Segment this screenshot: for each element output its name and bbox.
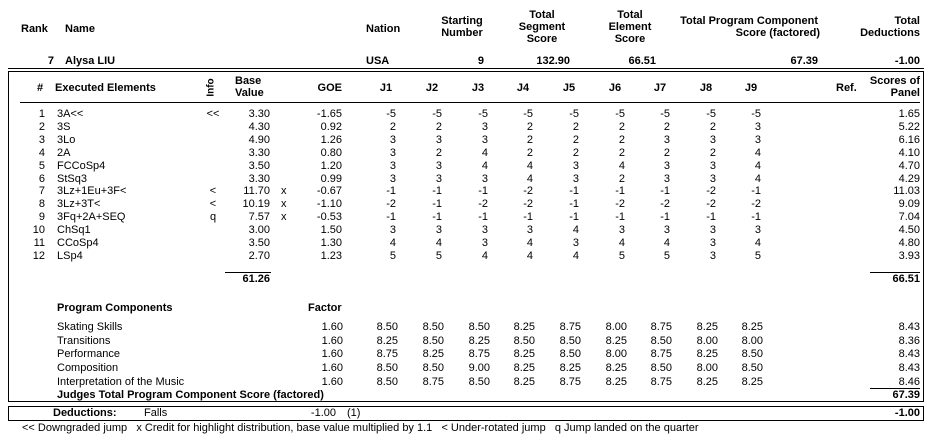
element-num: 11 [33, 237, 45, 249]
element-judge-mark: 3 [709, 133, 716, 146]
component-judge-mark: 8.50 [468, 321, 490, 333]
element-judge-mark: 2 [618, 120, 625, 133]
element-judge-mark: -5 [569, 108, 579, 120]
element-name: 2A [57, 146, 71, 159]
component-judge-mark: 8.25 [513, 321, 535, 333]
component-score: 8.43 [898, 321, 920, 333]
component-name: Transitions [57, 334, 111, 347]
element-name: 3Fq+2A+SEQ [57, 211, 126, 224]
component-judge-mark: 8.75 [650, 375, 672, 388]
component-judge-mark: 8.00 [741, 334, 763, 347]
element-judge-mark: 4 [618, 237, 625, 249]
header-deductions-1: Total [894, 15, 920, 27]
element-judge-mark: -2 [660, 198, 670, 211]
element-judge-mark: -5 [432, 108, 442, 120]
component-judge-mark: 8.75 [650, 348, 672, 361]
element-judge-mark: 3 [709, 172, 716, 185]
element-judge-mark: 3 [709, 159, 716, 172]
component-judge-mark: 8.25 [422, 348, 444, 361]
element-judge-mark: 4 [618, 159, 625, 172]
element-name: CCoSp4 [57, 237, 99, 249]
component-score: 8.43 [898, 362, 920, 375]
header-deductions-2: Deductions [860, 27, 920, 39]
element-judge-mark: 3 [754, 133, 761, 146]
element-score: 3.93 [898, 249, 920, 262]
legend: << Downgraded jump x Credit for highlight distribution, base value multiplied by 1.1 < Under-rotated jump q Jump landed on the quarter [22, 422, 699, 434]
element-judge-mark: 4 [754, 159, 761, 172]
element-judge-mark: 3 [663, 172, 670, 185]
element-judge-mark: -5 [751, 108, 761, 120]
element-score: 4.10 [898, 146, 920, 159]
element-judge-mark: 5 [754, 249, 761, 262]
component-judge-mark: 8.25 [513, 348, 535, 361]
component-judge-mark: 8.25 [696, 348, 718, 361]
element-name: 3S [57, 120, 71, 133]
judge-header: J5 [562, 82, 576, 94]
component-judge-mark: 8.50 [422, 321, 444, 333]
element-judge-mark: 3 [526, 224, 533, 237]
element-name: 3Lz+3T< [57, 198, 101, 211]
element-base: 3.30 [248, 146, 270, 159]
element-base: 3.50 [248, 159, 270, 172]
pc-header-factor: Factor [308, 302, 342, 314]
element-judge-mark: 4 [526, 159, 533, 172]
skater-rank: 7 [47, 55, 54, 67]
component-name: Performance [57, 348, 120, 361]
element-judge-mark: 2 [663, 146, 670, 159]
element-judge-mark: 2 [389, 120, 396, 133]
element-judge-mark: -1 [523, 211, 533, 224]
element-judge-mark: 2 [526, 146, 533, 159]
skater-tss: 132.90 [536, 55, 570, 67]
element-judge-mark: 2 [618, 133, 625, 146]
component-judge-mark: 8.50 [376, 362, 398, 375]
element-name: 3A<< [57, 108, 84, 120]
header-name: Name [65, 23, 95, 35]
component-judge-mark: 8.25 [741, 375, 763, 388]
component-factor: 1.60 [321, 362, 343, 375]
element-base: 4.30 [248, 120, 270, 133]
element-num: 10 [32, 224, 45, 237]
judge-header: J3 [471, 82, 485, 94]
element-goe: 1.30 [320, 237, 342, 249]
element-info: << [206, 108, 220, 120]
element-judge-mark: -1 [432, 185, 442, 198]
element-judge-mark: -2 [751, 198, 761, 211]
deductions-type: Falls [144, 407, 168, 419]
header-starting-number-1: Starting [441, 15, 483, 27]
element-bonus-x: x [281, 211, 287, 224]
element-score: 11.03 [893, 185, 920, 198]
deductions-label: Deductions: [53, 407, 117, 419]
judge-header: J1 [379, 82, 393, 94]
element-score: 4.80 [898, 237, 920, 249]
element-goe: 0.92 [320, 120, 342, 133]
element-base: 11.70 [243, 185, 270, 198]
judge-header: J7 [653, 82, 667, 94]
element-judge-mark: 2 [435, 146, 442, 159]
element-goe: -0.67 [316, 185, 342, 198]
element-judge-mark: -5 [660, 108, 670, 120]
element-judge-mark: -1 [432, 211, 442, 224]
element-judge-mark: 5 [663, 249, 670, 262]
judges-pcs-label: Judges Total Program Component Score (factored) [57, 389, 324, 401]
element-judge-mark: -1 [386, 185, 396, 198]
component-judge-mark: 8.25 [605, 375, 627, 388]
element-judge-mark: 4 [526, 237, 533, 249]
component-judge-mark: 8.50 [468, 375, 490, 388]
elements-header-num: # [37, 82, 44, 94]
skater-tes: 66.51 [628, 55, 656, 67]
element-judge-mark: -1 [615, 185, 625, 198]
element-judge-mark: 3 [709, 224, 716, 237]
component-judge-mark: 8.50 [650, 362, 672, 375]
element-judge-mark: 5 [618, 249, 625, 262]
element-judge-mark: 3 [481, 237, 488, 249]
pc-header-label: Program Components [57, 302, 173, 314]
component-name: Skating Skills [57, 321, 123, 333]
judge-header: J4 [516, 82, 530, 94]
component-judge-mark: 8.50 [559, 348, 581, 361]
component-judge-mark: 8.50 [650, 334, 672, 347]
header-tes-3: Score [614, 33, 646, 45]
component-judge-mark: 8.25 [376, 334, 398, 347]
element-info: < [209, 198, 217, 211]
component-judge-mark: 8.25 [468, 334, 490, 347]
element-score: 7.04 [898, 211, 920, 224]
judge-header: J6 [608, 82, 622, 94]
element-goe: 1.20 [320, 159, 342, 172]
element-judge-mark: 4 [754, 237, 761, 249]
component-judge-mark: 9.00 [468, 362, 490, 375]
component-judge-mark: 8.50 [422, 334, 444, 347]
component-judge-mark: 8.50 [376, 375, 398, 388]
element-judge-mark: -1 [569, 211, 579, 224]
element-judge-mark: -1 [751, 185, 761, 198]
element-judge-mark: -1 [569, 185, 579, 198]
element-judge-mark: -5 [523, 108, 533, 120]
component-judge-mark: 8.75 [559, 321, 581, 333]
elements-header-executed: Executed Elements [55, 82, 156, 94]
component-judge-mark: 8.25 [513, 362, 535, 375]
header-tss-1: Total [529, 9, 555, 21]
component-judge-mark: 8.75 [376, 348, 398, 361]
element-judge-mark: -1 [569, 198, 579, 211]
element-judge-mark: 4 [526, 172, 533, 185]
element-judge-mark: 3 [481, 172, 488, 185]
element-score: 5.22 [898, 120, 920, 133]
summary-underline [8, 68, 924, 69]
element-judge-mark: 2 [618, 172, 625, 185]
element-judge-mark: -1 [706, 211, 716, 224]
component-name: Composition [57, 362, 119, 375]
component-score: 8.36 [898, 334, 920, 347]
element-bonus-x: x [281, 198, 287, 211]
element-judge-mark: 3 [663, 224, 670, 237]
element-base: 3.00 [248, 224, 270, 237]
element-judge-mark: 2 [526, 133, 533, 146]
element-goe: 0.99 [320, 172, 342, 185]
element-goe: 0.80 [320, 146, 342, 159]
element-judge-mark: 4 [435, 237, 442, 249]
component-judge-mark: 8.50 [741, 348, 763, 361]
element-info: < [209, 185, 217, 198]
deductions-value: -1.00 [310, 407, 336, 419]
component-judge-mark: 8.00 [696, 334, 718, 347]
component-judge-mark: 8.00 [605, 321, 627, 333]
element-base: 3.30 [248, 172, 270, 185]
element-info: q [209, 211, 217, 224]
base-total: 61.26 [242, 273, 270, 285]
component-judge-mark: 8.50 [513, 334, 535, 347]
header-starting-number-2: Number [441, 27, 483, 39]
element-judge-mark: 2 [526, 120, 533, 133]
element-goe: 1.26 [320, 133, 342, 146]
component-judge-mark: 8.75 [468, 348, 490, 361]
header-pcs-2: Score (factored) [735, 27, 820, 39]
element-num: 1 [38, 108, 45, 120]
element-judge-mark: -2 [615, 198, 625, 211]
element-goe: 1.50 [320, 224, 342, 237]
component-factor: 1.60 [321, 375, 343, 388]
element-name: StSq3 [57, 172, 87, 185]
element-judge-mark: 3 [572, 172, 579, 185]
element-name: ChSq1 [57, 224, 91, 237]
element-judge-mark: 4 [572, 249, 579, 262]
element-judge-mark: 3 [754, 120, 761, 133]
element-judge-mark: -1 [386, 211, 396, 224]
element-num: 9 [38, 211, 45, 224]
element-judge-mark: 2 [435, 120, 442, 133]
element-base: 4.90 [248, 133, 270, 146]
element-goe: -1.10 [316, 198, 342, 211]
element-judge-mark: 4 [481, 146, 488, 159]
element-judge-mark: -2 [523, 185, 533, 198]
element-judge-mark: 2 [572, 133, 579, 146]
component-judge-mark: 8.25 [605, 334, 627, 347]
element-judge-mark: 5 [389, 249, 396, 262]
element-judge-mark: 3 [754, 224, 761, 237]
element-judge-mark: 3 [435, 159, 442, 172]
element-judge-mark: -1 [615, 211, 625, 224]
element-score: 4.50 [898, 224, 920, 237]
elements-header-goe: GOE [317, 82, 342, 94]
element-judge-mark: -1 [660, 211, 670, 224]
element-judge-mark: -5 [386, 108, 396, 120]
skater-nation: USA [366, 55, 390, 67]
element-judge-mark: 3 [481, 133, 488, 146]
element-judge-mark: -2 [478, 198, 488, 211]
element-num: 7 [38, 185, 45, 198]
element-judge-mark: 4 [526, 249, 533, 262]
element-judge-mark: 3 [663, 133, 670, 146]
element-num: 5 [38, 159, 45, 172]
element-judge-mark: 3 [481, 120, 488, 133]
element-base: 10.19 [242, 198, 270, 211]
header-tes-2: Element [608, 21, 652, 33]
element-judge-mark: 3 [389, 224, 396, 237]
element-judge-mark: 4 [389, 237, 396, 249]
element-judge-mark: 4 [481, 249, 488, 262]
component-score: 8.46 [898, 375, 920, 388]
element-score: 4.70 [898, 159, 920, 172]
element-judge-mark: 4 [481, 159, 488, 172]
judge-header: J9 [744, 82, 758, 94]
skater-starting-number: 9 [477, 55, 484, 67]
component-factor: 1.60 [321, 348, 343, 361]
component-judge-mark: 8.00 [696, 362, 718, 375]
skater-name: Alysa LIU [65, 55, 116, 67]
element-judge-mark: 3 [618, 224, 625, 237]
component-judge-mark: 8.50 [422, 362, 444, 375]
element-score: 9.09 [898, 198, 920, 211]
element-judge-mark: 2 [663, 120, 670, 133]
element-base: 2.70 [248, 249, 270, 262]
elements-header-panel-1: Scores of [869, 75, 920, 87]
component-judge-mark: 8.25 [605, 362, 627, 375]
element-judge-mark: 4 [663, 237, 670, 249]
element-num: 3 [38, 133, 45, 146]
element-judge-mark: -2 [386, 198, 396, 211]
element-judge-mark: 3 [435, 172, 442, 185]
element-name: FCCoSp4 [57, 159, 106, 172]
element-num: 2 [38, 120, 45, 133]
component-judge-mark: 8.25 [741, 321, 763, 333]
component-name: Interpretation of the Music [57, 375, 185, 388]
component-judge-mark: 8.50 [741, 362, 763, 375]
component-factor: 1.60 [321, 321, 343, 333]
element-judge-mark: 3 [435, 133, 442, 146]
element-judge-mark: 3 [481, 224, 488, 237]
element-judge-mark: 4 [754, 172, 761, 185]
elements-header-base-2: Value [235, 87, 264, 99]
elements-header-info: Info [205, 78, 217, 97]
component-judge-mark: 8.25 [696, 375, 718, 388]
element-judge-mark: 3 [663, 159, 670, 172]
element-judge-mark: 2 [709, 146, 716, 159]
component-judge-mark: 8.75 [422, 375, 444, 388]
skater-deductions: -1.00 [894, 55, 920, 67]
header-pcs-1: Total Program Component [680, 15, 818, 27]
element-judge-mark: 3 [572, 237, 579, 249]
element-judge-mark: -1 [478, 185, 488, 198]
element-judge-mark: 3 [709, 249, 716, 262]
tes-total: 66.51 [892, 273, 920, 285]
element-judge-mark: 4 [572, 224, 579, 237]
element-judge-mark: 3 [435, 224, 442, 237]
header-tss-3: Score [526, 33, 558, 45]
element-judge-mark: 2 [572, 146, 579, 159]
element-judge-mark: -2 [523, 198, 533, 211]
element-judge-mark: -1 [432, 198, 442, 211]
element-judge-mark: -5 [478, 108, 488, 120]
element-goe: -0.53 [316, 211, 342, 224]
judge-header: J8 [699, 82, 713, 94]
element-goe: 1.23 [320, 249, 342, 262]
element-judge-mark: 3 [389, 172, 396, 185]
element-name: LSp4 [57, 249, 83, 262]
element-judge-mark: -5 [706, 108, 716, 120]
element-score: 1.65 [898, 108, 920, 120]
component-judge-mark: 8.25 [513, 375, 535, 388]
element-judge-mark: 2 [618, 146, 625, 159]
header-rank: Rank [21, 23, 48, 35]
element-num: 8 [38, 198, 45, 211]
skater-pcs: 67.39 [790, 55, 818, 67]
component-judge-mark: 8.50 [376, 321, 398, 333]
elements-header-ref: Ref. [836, 82, 857, 94]
elements-header-rule [20, 102, 920, 103]
element-judge-mark: -5 [615, 108, 625, 120]
element-judge-mark: 3 [389, 159, 396, 172]
deductions-total: -1.00 [894, 407, 920, 419]
element-judge-mark: 2 [572, 120, 579, 133]
element-name: 3Lo [57, 133, 76, 146]
element-judge-mark: -1 [751, 211, 761, 224]
element-judge-mark: -1 [478, 211, 488, 224]
elements-header-panel-2: Panel [890, 87, 920, 99]
header-nation: Nation [366, 23, 401, 35]
element-judge-mark: -2 [706, 185, 716, 198]
element-judge-mark: 3 [709, 237, 716, 249]
header-tes-1: Total [617, 9, 643, 21]
element-bonus-x: x [281, 185, 287, 198]
element-judge-mark: -2 [706, 198, 716, 211]
header-tss-2: Segment [518, 21, 566, 33]
element-judge-mark: 3 [389, 146, 396, 159]
element-num: 4 [38, 146, 45, 159]
component-judge-mark: 8.25 [559, 362, 581, 375]
element-num: 12 [32, 249, 45, 262]
component-judge-mark: 8.50 [559, 334, 581, 347]
deductions-count: (1) [347, 407, 361, 419]
judges-pcs-value: 67.39 [892, 389, 920, 401]
component-judge-mark: 8.75 [559, 375, 581, 388]
element-goe: -1.65 [316, 108, 342, 120]
element-judge-mark: 3 [572, 159, 579, 172]
element-base: 3.30 [248, 108, 270, 120]
component-score: 8.43 [898, 348, 920, 361]
component-factor: 1.60 [321, 334, 343, 347]
element-base: 7.57 [248, 211, 270, 224]
component-judge-mark: 8.75 [650, 321, 672, 333]
component-judge-mark: 8.25 [696, 321, 718, 333]
elements-header-base-1: Base [235, 75, 262, 87]
component-judge-mark: 8.00 [605, 348, 627, 361]
element-judge-mark: 3 [389, 133, 396, 146]
element-num: 6 [38, 172, 45, 185]
element-judge-mark: 4 [754, 146, 761, 159]
element-name: 3Lz+1Eu+3F< [57, 185, 127, 198]
judge-header: J2 [425, 82, 439, 94]
element-judge-mark: 5 [435, 249, 442, 262]
element-judge-mark: 2 [709, 120, 716, 133]
element-base: 3.50 [248, 237, 270, 249]
element-score: 4.29 [898, 172, 920, 185]
element-score: 6.16 [898, 133, 920, 146]
element-judge-mark: -1 [660, 185, 670, 198]
